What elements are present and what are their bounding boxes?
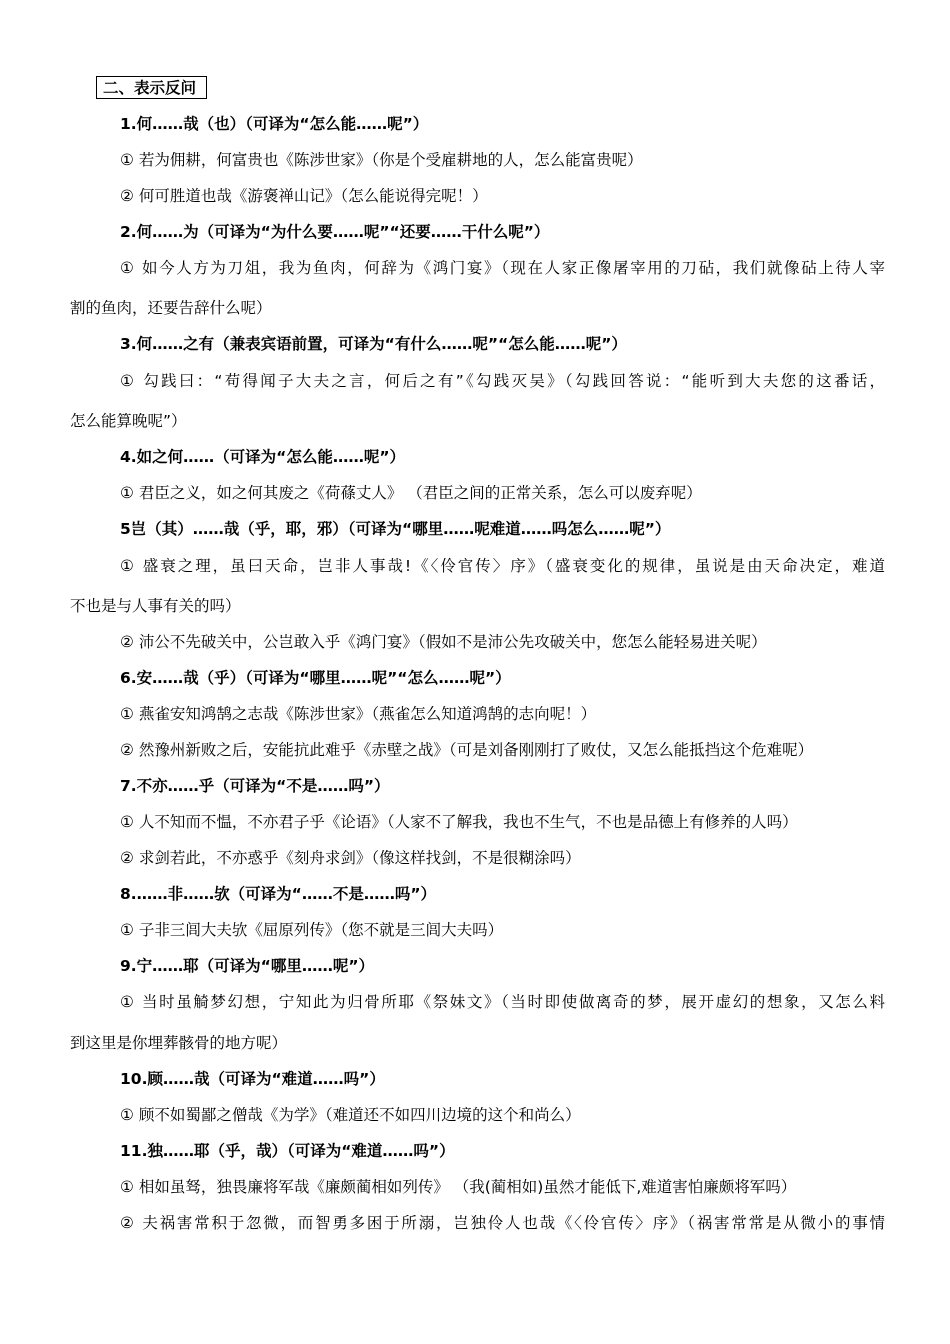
example-line: ② 夫祸害常积于忽微，而智勇多困于所溺，岂独伶人也哉《〈伶官传〉序》（祸害常常是从微小的事情 (120, 1214, 885, 1232)
example-line: ① 相如虽驽，独畏廉将军哉《廉颇蔺相如列传》 （我(蔺相如)虽然才能低下,难道害怕廉颇将军吗） (120, 1178, 797, 1196)
heading-10: 10.顾……哉（可译为“难道……吗”） (120, 1070, 385, 1088)
example-line-continued: 怎么能算晚呢”） (70, 412, 187, 430)
heading-3: 3.何……之有（兼表宾语前置，可译为“有什么……呢”“怎么能……呢”） (120, 335, 627, 353)
example-line: ① 顾不如蜀鄙之僧哉《为学》（难道还不如四川边境的这个和尚么） (120, 1106, 581, 1124)
heading-11: 11.独……耶（乎，哉）（可译为“难道……吗”） (120, 1142, 455, 1160)
section-title: 二、表示反问 (96, 76, 207, 99)
example-line: ① 如今人方为刀俎，我为鱼肉，何辞为《鸿门宴》（现在人家正像屠宰用的刀砧，我们就像砧上待人宰 (120, 259, 885, 277)
example-line: ② 沛公不先破关中，公岂敢入乎《鸿门宴》（假如不是沛公先攻破关中，您怎么能轻易进关呢） (120, 633, 767, 651)
heading-2: 2.何……为（可译为“为什么要……呢”“还要……干什么呢”） (120, 223, 550, 241)
example-line: ① 勾践曰：“苟得闻子大夫之言，何后之有”《勾践灭吴》（勾践回答说：“能听到大夫您的这番话， (120, 372, 885, 390)
heading-1: 1.何……哉（也）（可译为“怎么能……呢”） (120, 115, 429, 133)
example-line: ① 君臣之义，如之何其废之《荷蓧丈人》 （君臣之间的正常关系，怎么可以废弃呢） (120, 484, 702, 502)
heading-5: 5岂（其）……哉（乎，耶，邪）（可译为“哪里……呢难道……吗怎么……呢”） (120, 520, 671, 538)
heading-4: 4.如之何……（可译为“怎么能……呢”） (120, 448, 406, 466)
heading-6: 6.安……哉（乎）（可译为“哪里……呢”“怎么……呢”） (120, 669, 511, 687)
example-line: ② 何可胜道也哉《游褒禅山记》（怎么能说得完呢！） (120, 187, 488, 205)
heading-9: 9.宁……耶（可译为“哪里……呢”） (120, 957, 375, 975)
heading-7: 7.不亦……乎（可译为“不是……吗”） (120, 777, 390, 795)
heading-8: 8.……非……欤（可译为“……不是……吗”） (120, 885, 437, 903)
example-line: ② 然豫州新败之后，安能抗此难乎《赤壁之战》（可是刘备刚刚打了败仗，又怎么能抵挡这个危难呢） (120, 741, 814, 759)
example-line: ① 盛衰之理，虽曰天命，岂非人事哉!《〈伶官传〉序》（盛衰变化的规律，虽说是由天命决定，难道 (120, 557, 885, 575)
example-line-continued: 到这里是你埋葬骸骨的地方呢） (70, 1034, 288, 1052)
example-line: ① 燕雀安知鸿鹄之志哉《陈涉世家》（燕雀怎么知道鸿鹄的志向呢！） (120, 705, 597, 723)
example-line: ② 求剑若此，不亦惑乎《刻舟求剑》（像这样找剑，不是很糊涂吗） (120, 849, 581, 867)
example-line: ① 若为佣耕，何富贵也《陈涉世家》（你是个受雇耕地的人，怎么能富贵呢） (120, 151, 643, 169)
example-line: ① 人不知而不愠，不亦君子乎《论语》（人家不了解我，我也不生气，不也是品德上有修养的人吗） (120, 813, 798, 831)
example-line-continued: 不也是与人事有关的吗） (70, 597, 241, 615)
example-line-continued: 割的鱼肉，还要告辞什么呢） (70, 299, 272, 317)
example-line: ① 当时虽觭梦幻想，宁知此为归骨所耶《祭妹文》（当时即使做离奇的梦，展开虚幻的想象，又怎么料 (120, 993, 885, 1011)
example-line: ① 子非三闾大夫欤《屈原列传》（您不就是三闾大夫吗） (120, 921, 504, 939)
